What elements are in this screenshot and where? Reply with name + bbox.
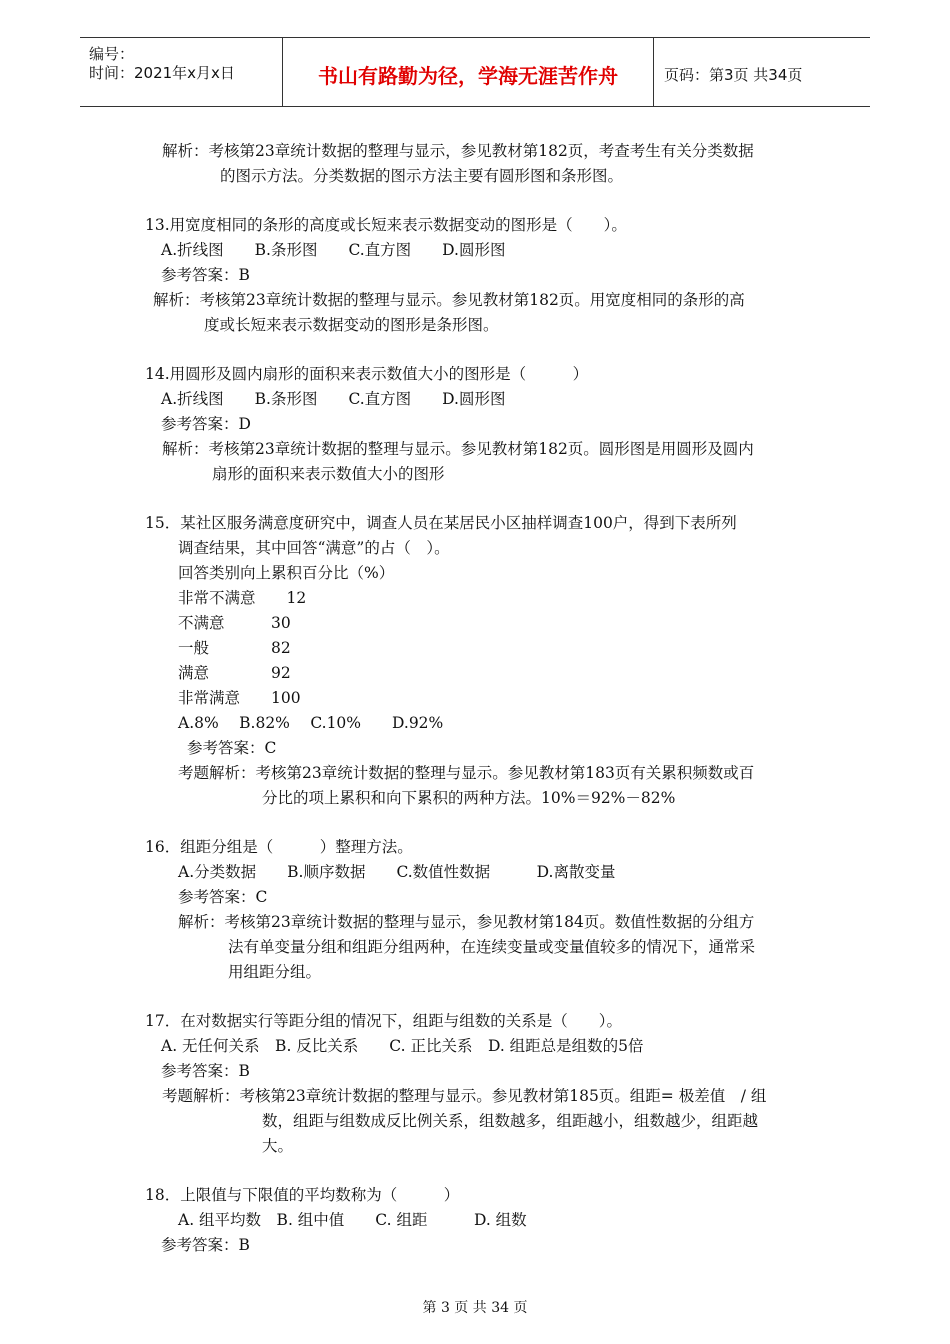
text-line: 数，组距与组数成反比例关系，组数越多，组距越小，组数越少，组距越: [262, 1112, 759, 1130]
text-line: 扇形的面积来表示数值大小的图形: [212, 465, 445, 483]
table-row: 不满意 30: [178, 614, 291, 632]
question-18: 18．上限值与下限值的平均数称为（ ）: [145, 1186, 460, 1204]
number-label: 编号：: [89, 45, 135, 63]
question-17-analysis: 考题解析：考核第23章统计数据的整理与显示。参见教材第185页。组距= 极差值 / 组: [162, 1087, 767, 1105]
text-line: 用组距分组。: [228, 963, 322, 981]
table-row: 非常满意 100: [178, 689, 301, 707]
table-row: 非常不满意 12: [178, 589, 307, 607]
question-16: 16．组距分组是（ ）整理方法。: [145, 838, 413, 856]
text-line: 调查结果，其中回答“满意”的占（ ）。: [178, 539, 450, 557]
table-row: 一般 82: [178, 639, 291, 657]
question-17-answer: 参考答案：B: [161, 1062, 250, 1080]
question-18-answer: 参考答案：B: [161, 1236, 250, 1254]
page-footer: 第 3 页 共 34 页: [422, 1300, 528, 1316]
question-17-options: A. 无任何关系 B. 反比关系 C. 正比关系 D. 组距总是组数的5倍: [161, 1037, 644, 1055]
question-13-options: A.折线图 B.条形图 C.直方图 D.圆形图: [161, 241, 506, 259]
question-15-answer: 参考答案：C: [187, 739, 277, 757]
question-18-options: A. 组平均数 B. 组中值 C. 组距 D. 组数: [178, 1211, 527, 1229]
question-13-answer: 参考答案：B: [161, 266, 250, 284]
question-14-options: A.折线图 B.条形图 C.直方图 D.圆形图: [161, 390, 506, 408]
question-15: 15．某社区服务满意度研究中，调查人员在某居民小区抽样调查100户，得到下表所列: [145, 514, 737, 532]
table-row: 满意 92: [178, 664, 291, 682]
text-line: 分比的项上累积和向下累积的两种方法。10%＝92%－82%: [262, 789, 676, 807]
question-13-analysis: 解析：考核第23章统计数据的整理与显示。参见教材第182页。用宽度相同的条形的高: [153, 291, 745, 309]
text-line: 度或长短来表示数据变动的图形是条形图。: [204, 316, 499, 334]
table-header: 回答类别向上累积百分比（%）: [178, 564, 395, 582]
header-motto: 书山有路勤为径，学海无涯苦作舟: [318, 64, 618, 88]
question-14-answer: 参考答案：D: [161, 415, 251, 433]
question-16-answer: 参考答案：C: [178, 888, 268, 906]
header-left-cell: [80, 38, 283, 106]
time-label: 时间：2021年x月x日: [89, 64, 235, 82]
question-15-analysis: 考题解析：考核第23章统计数据的整理与显示。参见教材第183页有关累积频数或百: [178, 764, 755, 782]
text-line: 解析：考核第23章统计数据的整理与显示，参见教材第182页，考查考生有关分类数据: [162, 142, 754, 160]
text-line: 大。: [262, 1137, 294, 1155]
page-label: 页码：第3页 共34页: [664, 66, 803, 84]
question-13: 13.用宽度相同的条形的高度或长短来表示数据变动的图形是（ ）。: [145, 216, 627, 234]
question-15-options: A.8% B.82% C.10% D.92%: [178, 714, 444, 732]
text-line: 法有单变量分组和组距分组两种，在连续变量或变量值较多的情况下，通常采: [228, 938, 756, 956]
page-header: [80, 37, 870, 107]
question-14-analysis: 解析：考核第23章统计数据的整理与显示。参见教材第182页。圆形图是用圆形及圆内: [162, 440, 754, 458]
question-14: 14.用圆形及圆内扇形的面积来表示数值大小的图形是（ ）: [145, 365, 589, 383]
text-line: 的图示方法。分类数据的图示方法主要有圆形图和条形图。: [220, 167, 624, 185]
question-17: 17．在对数据实行等距分组的情况下，组距与组数的关系是（ ）。: [145, 1012, 622, 1030]
header-center-cell: [283, 38, 653, 106]
question-16-analysis: 解析：考核第23章统计数据的整理与显示，参见教材第184页。数值性数据的分组方: [178, 913, 755, 931]
header-right-cell: [653, 38, 871, 106]
question-16-options: A.分类数据 B.顺序数据 C.数值性数据 D.离散变量: [178, 863, 616, 881]
